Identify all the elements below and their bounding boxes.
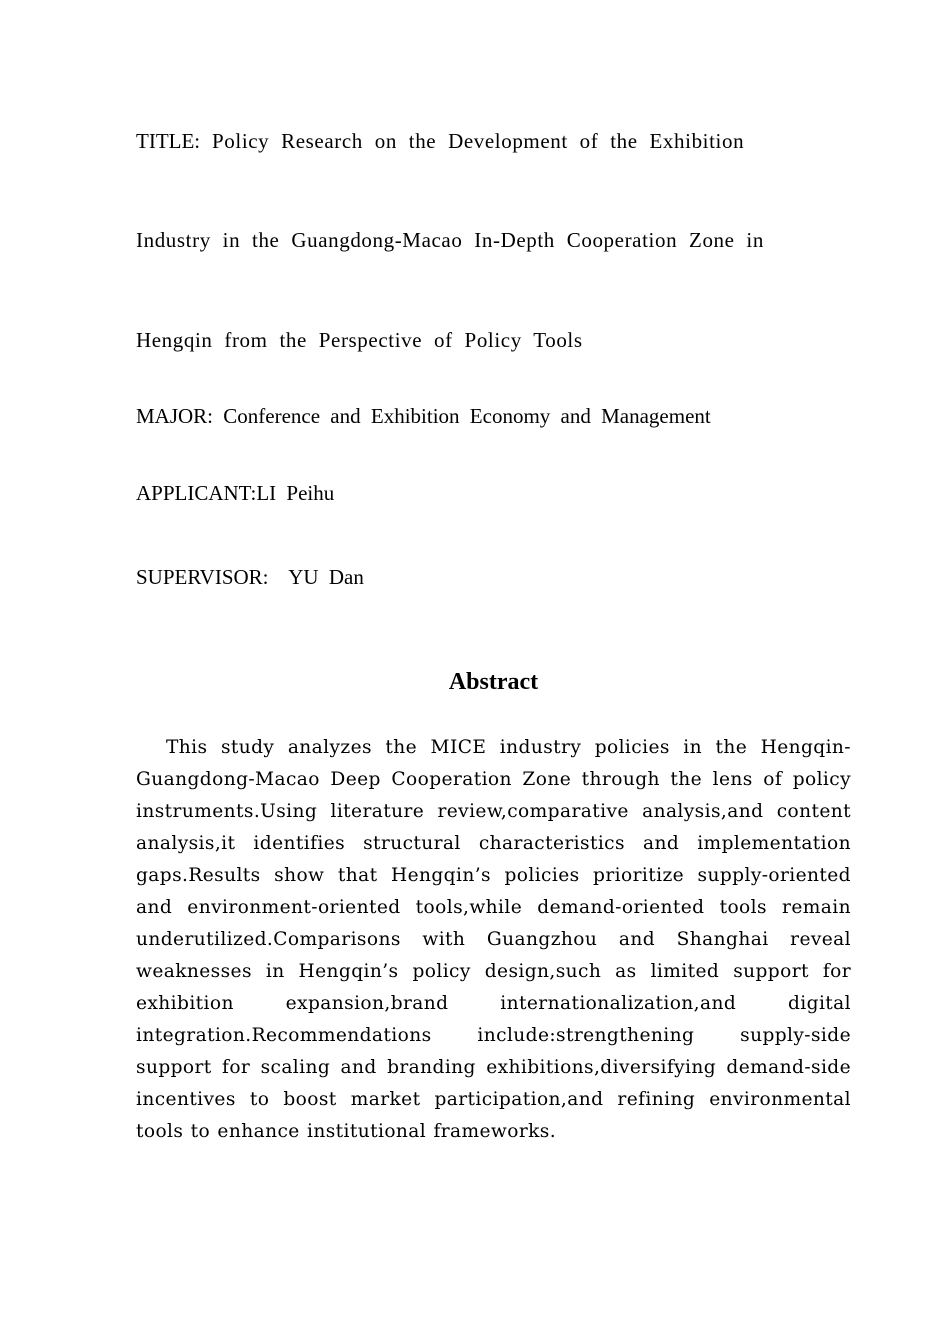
major-line <box>136 406 711 427</box>
title-line-1 <box>136 131 744 152</box>
supervisor-label: SUPERVISOR: <box>136 565 269 589</box>
abstract-heading: Abstract <box>448 669 539 695</box>
title-line-2: Industry in the Guangdong-Macao In-Depth Cooperation Zone in <box>136 228 764 252</box>
abstract-body: This study analyzes the MICE industry policies in the Hengqin-Guangdong-Macao Deep Cooperation Zone through the lens of policy instruments.Using literature review,comparative analysis,and content analysis,it identifies structural characteristics and implementation gaps.Results show that Hengqin’s policies prioritize supply-oriented and environment-oriented tools,while demand-oriented tools remain underutilized.Comparisons with Guangzhou and Shanghai reveal weaknesses in Hengqin’s policy design,such as limited support for exhibition expansion,brand internationalization,and digital integration.Recommendations include:strengthening supply-side support for scaling and branding exhibitions,diversifying demand-side incentives to boost market participation,and refining environmental tools to enhance institutional frameworks. <box>136 737 851 1142</box>
title-line-3: Hengqin from the Perspective of Policy Tools <box>136 328 583 352</box>
supervisor-line <box>136 567 364 588</box>
major-label: MAJOR: <box>136 404 214 428</box>
supervisor-value: YU Dan <box>288 565 364 589</box>
applicant-value: LI Peihu <box>256 481 335 505</box>
title-label: TITLE: <box>136 129 201 153</box>
major-value: Conference and Exhibition Economy and Management <box>223 404 711 428</box>
title-text-line-1: Policy Research on the Development of the Exhibition <box>212 129 745 153</box>
applicant-label: APPLICANT: <box>136 481 257 505</box>
applicant-line <box>136 483 334 504</box>
